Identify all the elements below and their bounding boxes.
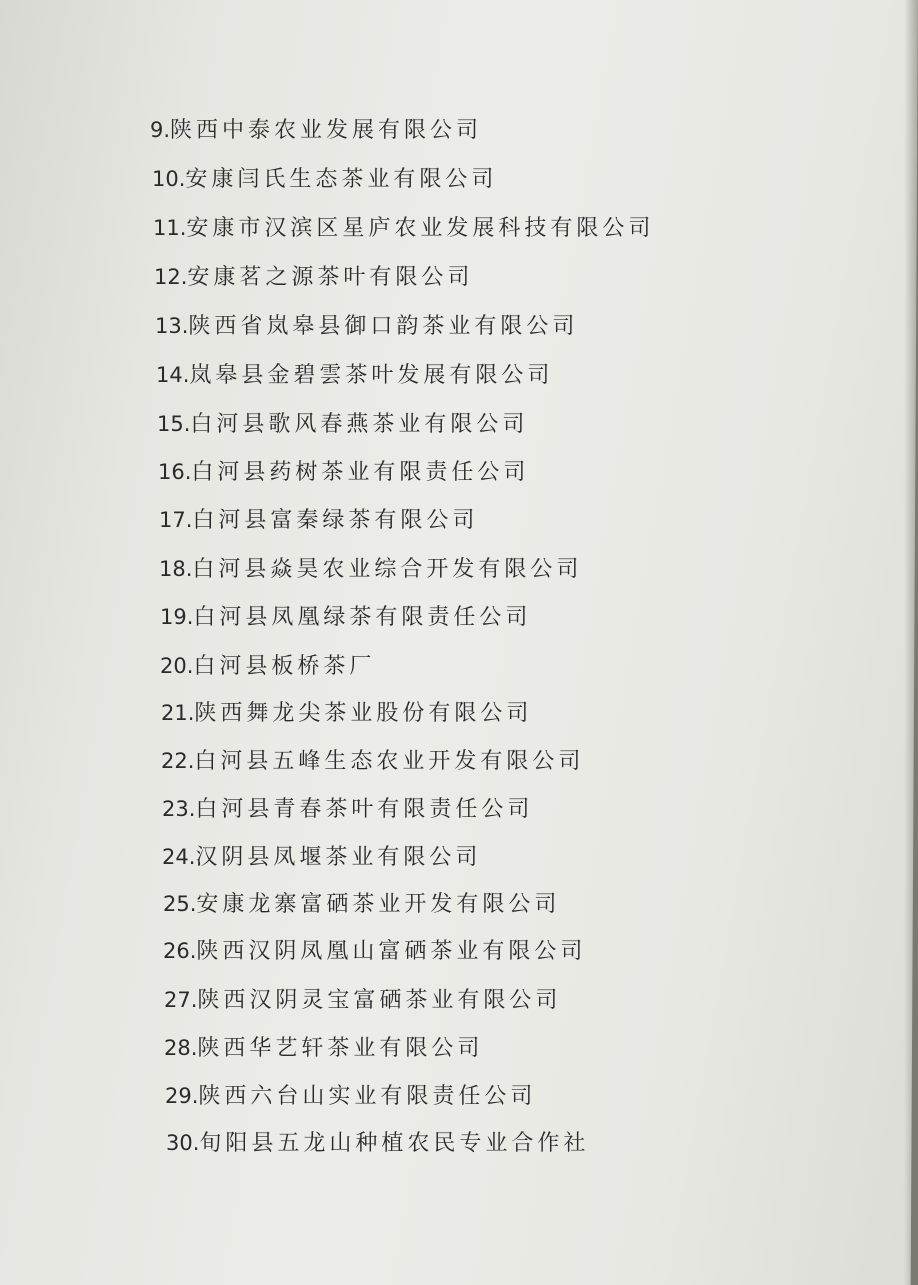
item-name: 陕西汉阴凤凰山富硒茶业有限公司 — [196, 939, 587, 964]
item-name: 白河县凤凰绿茶有限责任公司 — [193, 605, 532, 630]
item-number: 19. — [160, 605, 194, 629]
list-item — [158, 454, 529, 490]
list-item — [162, 791, 533, 827]
item-number: 28. — [164, 1036, 198, 1060]
list-item — [164, 1030, 483, 1066]
list-item — [159, 502, 478, 538]
item-name: 旬阳县五龙山种植农民专业合作社 — [199, 1131, 590, 1156]
item-number: 20. — [160, 654, 194, 678]
item-name: 陕西中泰农业发展有限公司 — [170, 118, 483, 143]
item-name: 汉阴县凤堰茶业有限公司 — [195, 845, 482, 870]
list-item — [163, 933, 586, 969]
list-item — [157, 406, 528, 442]
item-name: 白河县青春茶叶有限责任公司 — [195, 797, 534, 822]
list-item — [156, 357, 553, 393]
item-number: 9. — [150, 118, 171, 142]
list-item — [162, 839, 481, 875]
item-number: 17. — [159, 508, 193, 532]
item-number: 10. — [152, 167, 186, 191]
list-item — [164, 982, 561, 1018]
list-item — [159, 551, 582, 587]
item-number: 15. — [157, 412, 191, 436]
item-number: 26. — [163, 939, 197, 963]
list-item — [166, 1125, 589, 1161]
list-item — [150, 112, 482, 148]
item-name: 白河县药树茶业有限责任公司 — [191, 460, 530, 485]
item-number: 18. — [159, 557, 193, 581]
list-item — [155, 308, 578, 344]
item-name: 陕西汉阴灵宝富硒茶业有限公司 — [197, 988, 562, 1013]
item-name: 白河县板桥茶厂 — [193, 654, 376, 679]
item-number: 29. — [165, 1084, 199, 1108]
item-name: 白河县五峰生态农业开发有限公司 — [194, 749, 585, 774]
list-item — [160, 648, 375, 684]
item-number: 12. — [154, 265, 188, 289]
item-name: 白河县焱昊农业综合开发有限公司 — [192, 557, 583, 582]
list-item — [161, 743, 584, 779]
item-name: 陕西省岚皋县御口韵茶业有限公司 — [188, 314, 579, 339]
item-name: 陕西六台山实业有限责任公司 — [198, 1084, 537, 1109]
list-item — [152, 161, 497, 197]
item-number: 16. — [158, 460, 192, 484]
list-item — [163, 886, 560, 922]
list-item — [154, 259, 473, 295]
item-number: 30. — [166, 1131, 200, 1155]
item-number: 23. — [162, 797, 196, 821]
item-name: 安康闫氏生态茶业有限公司 — [185, 167, 498, 192]
item-name: 岚皋县金碧雲茶叶发展有限公司 — [189, 363, 554, 388]
item-name: 安康市汉滨区星庐农业发展科技有限公司 — [186, 216, 655, 241]
item-number: 11. — [153, 216, 187, 240]
item-number: 13. — [155, 314, 189, 338]
item-name: 陕西舞龙尖茶业股份有限公司 — [194, 701, 533, 726]
item-number: 27. — [164, 988, 198, 1012]
item-number: 22. — [161, 749, 195, 773]
item-name: 白河县富秦绿茶有限公司 — [192, 508, 479, 533]
item-name: 安康龙寨富硒茶业开发有限公司 — [196, 892, 561, 917]
list-item — [165, 1078, 536, 1114]
item-number: 14. — [156, 363, 190, 387]
list-item — [153, 210, 654, 246]
list-item — [161, 695, 532, 731]
item-number: 25. — [163, 892, 197, 916]
item-number: 21. — [161, 701, 195, 725]
list-item — [160, 599, 531, 635]
item-name: 白河县歌风春燕茶业有限公司 — [190, 412, 529, 437]
item-name: 陕西华艺轩茶业有限公司 — [197, 1036, 484, 1061]
item-name: 安康茗之源茶叶有限公司 — [187, 265, 474, 290]
item-number: 24. — [162, 845, 196, 869]
